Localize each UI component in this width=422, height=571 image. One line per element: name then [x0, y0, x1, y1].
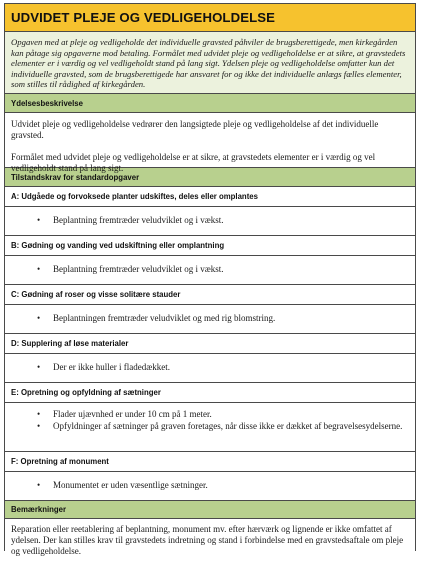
- list-item: • Monumentet er uden væsentlige sætninger.: [37, 480, 208, 490]
- bullet-icon: •: [37, 480, 41, 490]
- description-heading: Ydelsesbeskrivelse: [5, 94, 415, 113]
- bullet-icon: •: [37, 362, 41, 372]
- section-d-label: D: Supplering af løse materialer: [5, 334, 415, 354]
- section-c-body: [5, 305, 415, 334]
- section-e-label: E: Opretning og opfyldning af sætninger: [5, 383, 415, 403]
- bullet-icon: •: [37, 264, 41, 274]
- section-f-body: [5, 472, 415, 501]
- section-f-label: F: Opretning af monument: [5, 452, 415, 472]
- intro-text: Opgaven med at pleje og vedligeholde det individuelle gravsted påhviler de brugsberettigede, men kirkegården kan påtage sig opgaverne mod betaling. Formålet med udvidet pleje og vedligeholdelse er at sikre, at gravstedets elementer er i værdig og vel vedligeholdt stand på lang sigt. Ydelsen pleje og vedligeholdelse omfatter kun det individuelle gravsted, som de brugsberettigede har ansvaret for og ikke det individuelle anlægs fælles elementer, som stilles til rådighed af kirkegården.: [5, 32, 415, 94]
- remarks-body: [5, 519, 415, 571]
- bullet-icon: •: [37, 313, 41, 323]
- section-d-body: [5, 354, 415, 383]
- list-item: • Beplantningen fremtræder veludviklet og med rig blomstring.: [37, 313, 276, 323]
- description-paragraph-2: Formålet med udvidet pleje og vedligeholdelse er at sikre, at gravstedets elementer er i værdig og vel: [11, 152, 376, 162]
- document-title: UDVIDET PLEJE OG VEDLIGEHOLDELSE: [5, 4, 415, 32]
- remarks-heading: Bemærkninger: [5, 501, 415, 519]
- section-a-label: A: Udgåede og forvoksede planter udskiftes, deles eller omplantes: [5, 187, 415, 207]
- list-item: • Der er ikke huller i fladedækket.: [37, 362, 170, 372]
- list-item: • Beplantning fremtræder veludviklet og i vækst.: [37, 264, 224, 274]
- list-item: • Opfyldninger af sætninger på graven foretages, når disse ikke er dækket af begravelsesydelserne.: [37, 421, 403, 431]
- list-item: • Beplantning fremtræder veludviklet og i vækst.: [37, 215, 224, 225]
- section-b-label: B: Gødning og vanding ved udskiftning eller omplantning: [5, 236, 415, 256]
- document-frame: [4, 3, 416, 556]
- description-body: [5, 113, 415, 168]
- section-b-body: [5, 256, 415, 285]
- bullet-icon: •: [37, 215, 41, 225]
- section-e-body: [5, 403, 415, 452]
- list-item: • Flader ujævnhed er under 10 cm på 1 meter.: [37, 409, 212, 419]
- remarks-text: Reparation eller reetablering af beplantning, monument mv. efter hærværk og lignende er ikke omfattet af ydelsen. Der kan stilles krav til gravstedets indretning og stand i forbindelse med en gravstedsaftale om pleje og vedligeholdelse.: [11, 524, 404, 556]
- description-paragraph-1: Udvidet pleje og vedligeholdelse vedrører den langsigtede pleje og vedligeholdelse af det individuelle gravsted.: [11, 119, 379, 140]
- requirements-heading: Tilstandskrav for standardopgaver: [5, 168, 415, 187]
- bullet-icon: •: [37, 421, 41, 431]
- bullet-icon: •: [37, 409, 41, 419]
- section-a-body: [5, 207, 415, 236]
- section-c-label: C: Gødning af roser og visse solitære stauder: [5, 285, 415, 305]
